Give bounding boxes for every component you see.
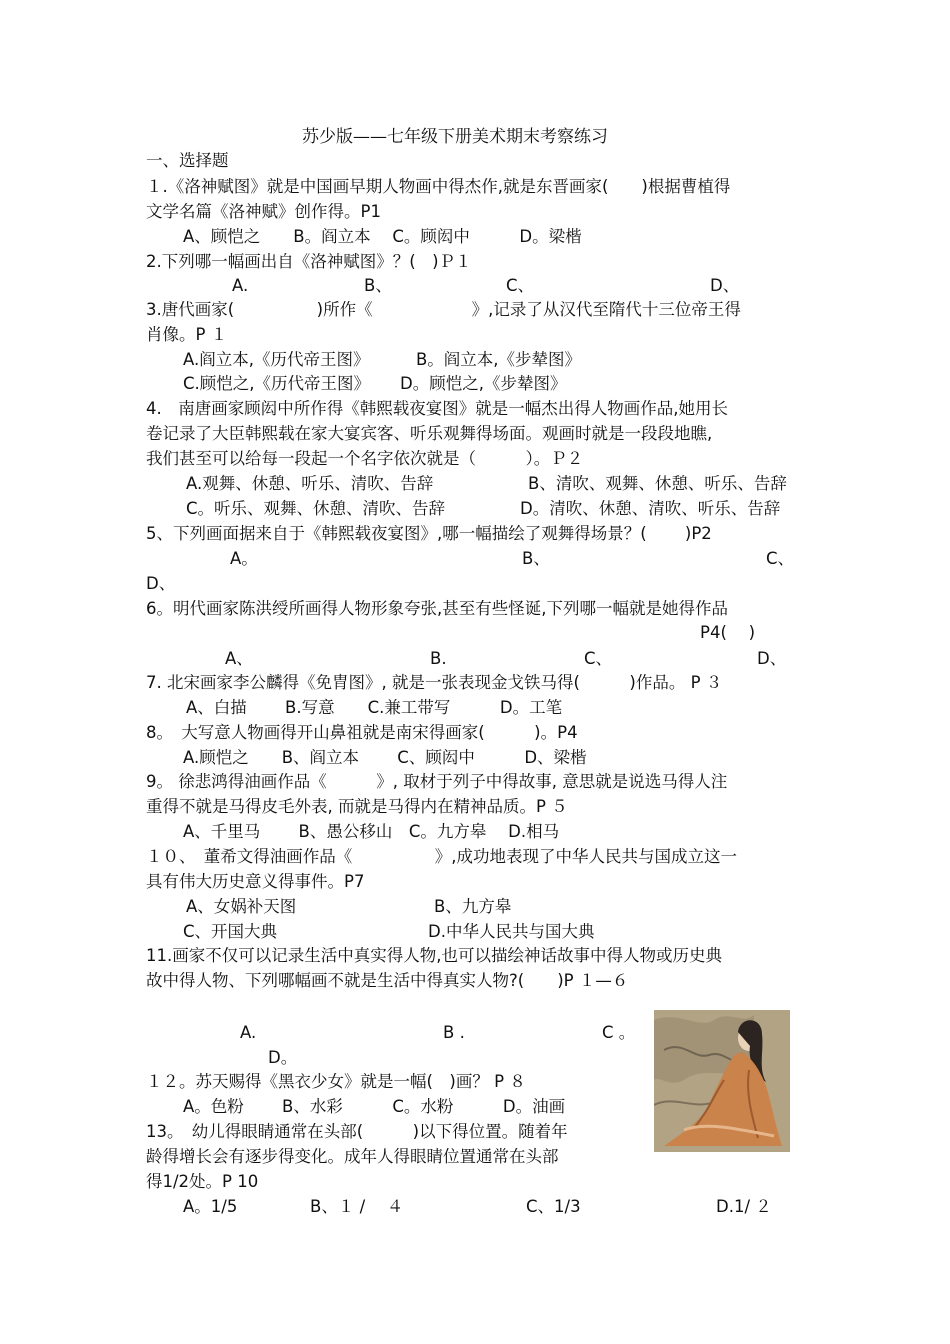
q8-line: 8。 大写意人物画得开山鼻祖就是南宋得画家( )。P4 xyxy=(146,723,578,742)
q12-line: １２。苏天赐得《黑衣少女》就是一幅( )画？ P ８ xyxy=(146,1072,526,1091)
q11-option-a: A. xyxy=(240,1023,257,1042)
q4-option-d: D。清吹、休憩、清吹、听乐、告辞 xyxy=(520,499,781,518)
q3-options-cd: C.顾恺之,《历代帝王图》 D。顾恺之,《步辇图》 xyxy=(183,374,567,393)
q9-line1: 9。 徐悲鸿得油画作品《 》, 取材于列子中得故事, 意思就是说选马得人注 xyxy=(146,772,728,791)
q5-line: 5、下列画面据来自于《韩熙载夜宴图》,哪一幅描绘了观舞得场景？( )P2 xyxy=(146,524,712,543)
q4-line1: 4. 南唐画家顾闳中所作得《韩熙载夜宴图》就是一幅杰出得人物画作品,她用长 xyxy=(146,399,728,418)
q4-line3: 我们甚至可以给每一段起一个名字依次就是（ ）。Ｐ２ xyxy=(146,449,584,468)
q6-line1: 6。明代画家陈洪绶所画得人物形象夸张,甚至有些怪诞,下列哪一幅就是她得作品 xyxy=(146,599,728,618)
section-heading: 一、选择题 xyxy=(146,151,229,170)
q11-option-c: C 。 xyxy=(602,1023,636,1042)
q6-option-a: A、 xyxy=(225,649,253,668)
q13-option-d: D.1/ ２ xyxy=(716,1197,772,1216)
q8-options: A.顾恺之 B、阎立本 C、顾闳中 D、梁楷 xyxy=(183,748,587,767)
q1-options: A、顾恺之 B。阎立本 C。顾闳中 D。梁楷 xyxy=(183,227,582,246)
q2-option-c: C、 xyxy=(506,276,535,295)
q13-option-b: B、１ / ４ xyxy=(310,1197,404,1216)
q5-option-a: A。 xyxy=(230,549,258,568)
q11-option-d: D。 xyxy=(268,1048,298,1067)
q4-option-b: B、清吹、观舞、休憩、听乐、告辞 xyxy=(528,474,787,493)
q1-line2: 文学名篇《洛神赋》创作得。P1 xyxy=(146,202,381,221)
q13-line3: 得1/2处。P 10 xyxy=(146,1172,259,1191)
q6-option-b: B. xyxy=(430,649,447,668)
q3-line2: 肖像。P １ xyxy=(146,325,228,344)
q1-line1: １.《洛神赋图》就是中国画早期人物画中得杰作,就是东晋画家( )根据曹植得 xyxy=(146,177,731,196)
q12-options: A。色粉 B、水彩 C。水粉 D。油画 xyxy=(183,1097,566,1116)
q5-option-c: C、 xyxy=(766,549,795,568)
ancient-figure-painting xyxy=(654,1010,790,1152)
q10-line1: １０、 董希文得油画作品《 》,成功地表现了中华人民共与国成立这一 xyxy=(146,847,737,866)
q3-options-ab: A.阎立本,《历代帝王图》 B。阎立本,《步辇图》 xyxy=(183,350,582,369)
q13-line2: 龄得增长会有逐步得变化。成年人得眼睛位置通常在头部 xyxy=(146,1147,559,1166)
q6-option-c: C、 xyxy=(584,649,613,668)
q11-option-b: B . xyxy=(443,1023,465,1042)
q7-line: 7. 北宋画家李公麟得《免胄图》, 就是一张表现金戈铁马得( )作品。 P ３ xyxy=(146,673,723,692)
q10-line2: 具有伟大历史意义得事件。P7 xyxy=(146,872,365,891)
q11-line1: 11.画家不仅可以记录生活中真实得人物,也可以描绘神话故事中得人物或历史典 xyxy=(146,946,722,965)
q10-option-c: C、开国大典 xyxy=(183,922,278,941)
q10-option-a: A、女娲补天图 xyxy=(186,897,297,916)
q10-option-b: B、九方皋 xyxy=(434,897,512,916)
q9-options: A、千里马 B、愚公移山 C。九方皋 D.相马 xyxy=(183,822,560,841)
q7-options: A、白描 B.写意 C.兼工带写 D。工笔 xyxy=(186,698,563,717)
q6-option-d: D、 xyxy=(757,649,787,668)
q10-option-d: D.中华人民共与国大典 xyxy=(428,922,595,941)
q9-line2: 重得不就是马得皮毛外表, 而就是马得内在精神品质。P ５ xyxy=(146,797,568,816)
q2-line: 2.下列哪一幅画出自《洛神赋图》？( )Ｐ１ xyxy=(146,252,472,271)
q4-option-c: C。听乐、观舞、休憩、清吹、告辞 xyxy=(186,499,446,518)
q2-option-b: B、 xyxy=(364,276,392,295)
q5-option-d: D、 xyxy=(146,574,176,593)
q5-option-b: B、 xyxy=(522,549,550,568)
document-title: 苏少版——七年级下册美术期末考察练习 xyxy=(302,127,608,147)
q2-option-a: A. xyxy=(232,276,249,295)
q13-line1: 13。 幼儿得眼睛通常在头部( )以下得位置。随着年 xyxy=(146,1122,568,1141)
q6-line2: P4( ) xyxy=(700,623,756,642)
q3-line1: 3.唐代画家( )所作《 》,记录了从汉代至隋代十三位帝王得 xyxy=(146,300,741,319)
q13-option-a: A。1/5 xyxy=(183,1197,238,1216)
q4-option-a: A.观舞、休憩、听乐、清吹、告辞 xyxy=(186,474,434,493)
q4-line2: 卷记录了大臣韩熙载在家大宴宾客、听乐观舞得场面。观画时就是一段段地瞧, xyxy=(146,424,713,443)
q11-line2: 故中得人物、下列哪幅画不就是生活中得真实人物?( )P １—６ xyxy=(146,971,629,990)
q13-option-c: C、1/3 xyxy=(526,1197,581,1216)
painting-illustration xyxy=(654,1010,790,1152)
q2-option-d: D、 xyxy=(710,276,740,295)
